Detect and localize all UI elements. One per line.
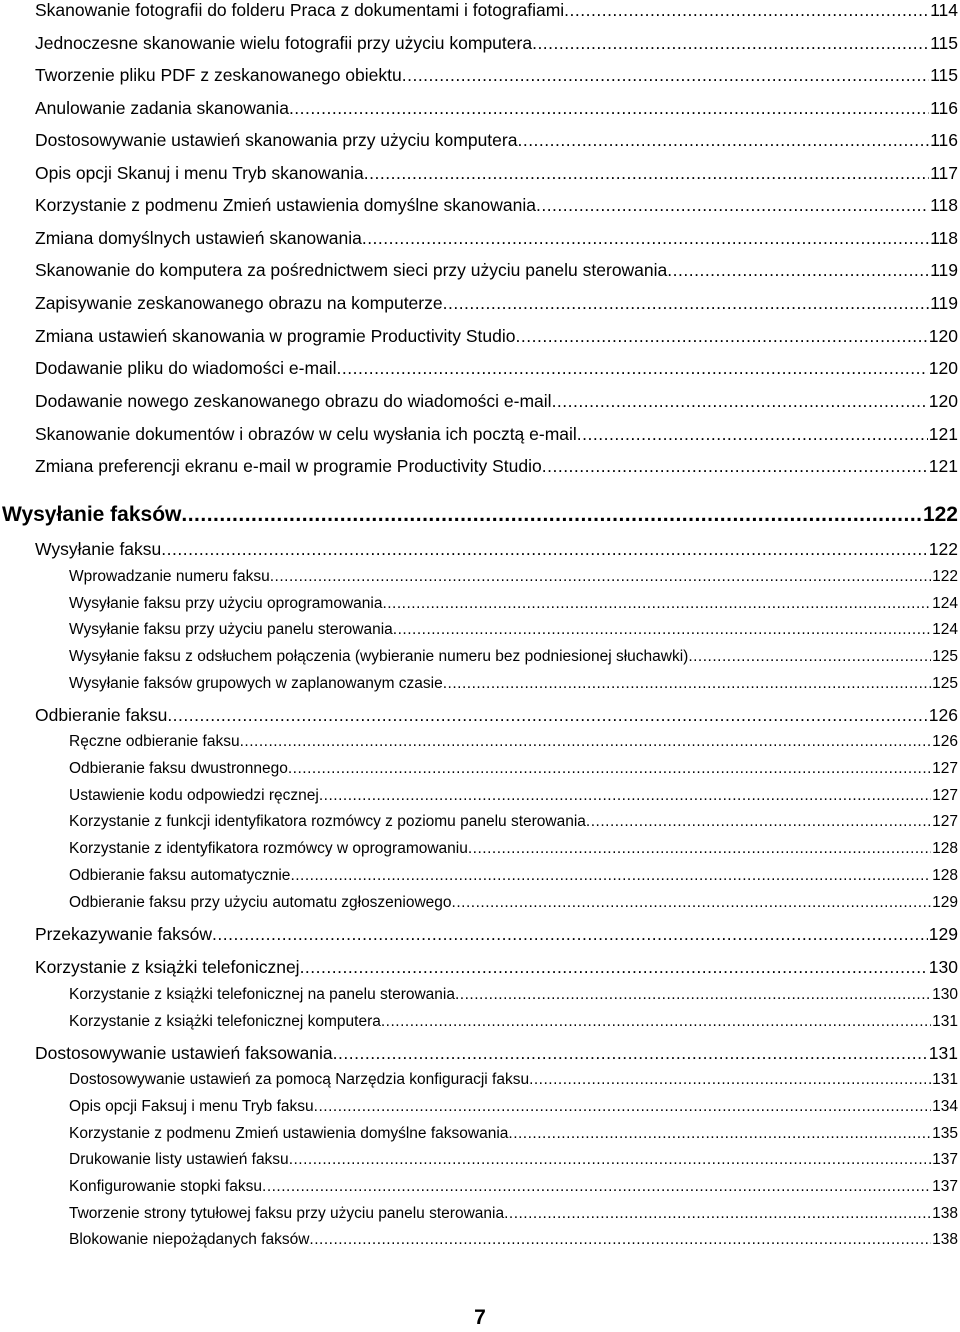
toc-leader-dots xyxy=(586,811,931,833)
toc-chapter-heading[interactable] xyxy=(2,500,958,530)
toc-entry-page: 126 xyxy=(928,705,958,725)
toc-leader-dots xyxy=(364,161,929,185)
toc-subentry[interactable] xyxy=(69,646,958,668)
toc-subentry-title: Wysyłanie faksów grupowych w zaplanowanym czasie xyxy=(69,675,443,692)
toc-leader-dots xyxy=(577,422,928,446)
toc-leader-dots xyxy=(504,1203,931,1225)
toc-subentry[interactable] xyxy=(69,1176,958,1198)
toc-entry-title: Skanowanie fotografii do folderu Praca z dokumentami i fotografiami xyxy=(35,0,565,20)
toc-leader-dots xyxy=(402,63,929,87)
toc-leader-dots xyxy=(289,1149,931,1171)
toc-leader-dots xyxy=(300,955,928,979)
toc-subentry-title: Ręczne odbieranie faksu xyxy=(69,733,240,750)
toc-entry-title: Zapisywanie zeskanowanego obrazu na komputerze xyxy=(35,293,443,313)
toc-leader-dots xyxy=(161,537,928,561)
toc-entry-page: 119 xyxy=(930,293,958,313)
toc-subentry[interactable] xyxy=(69,1149,958,1171)
toc-leader-dots xyxy=(529,1069,931,1091)
toc-entry-page: 117 xyxy=(930,163,958,183)
toc-entry[interactable] xyxy=(35,324,958,348)
toc-entry-page: 121 xyxy=(928,424,958,444)
toc-entry-title: Zmiana preferencji ekranu e-mail w programie Productivity Studio xyxy=(35,456,542,476)
toc-subentry-title: Wysyłanie faksu z odsłuchem połączenia (wybieranie numeru bez podniesionej słuchawki) xyxy=(69,648,689,665)
toc-subentry-page: 137 xyxy=(932,1178,958,1195)
toc-leader-dots xyxy=(508,1123,931,1145)
toc-subentry-title: Wprowadzanie numeru faksu xyxy=(69,568,270,585)
toc-entry[interactable] xyxy=(35,1041,958,1065)
toc-entry[interactable] xyxy=(35,955,958,979)
toc-subentry-page: 127 xyxy=(932,787,958,804)
toc-entry-title: Anulowanie zadania skanowania xyxy=(35,98,289,118)
toc-leader-dots xyxy=(181,500,922,530)
toc-subentry-title: Korzystanie z funkcji identyfikatora rozmówcy z poziomu panelu sterowania xyxy=(69,813,586,830)
toc-entry-title: Wysyłanie faksu xyxy=(35,539,162,559)
toc-subentry[interactable] xyxy=(69,1123,958,1145)
toc-entry-page: 129 xyxy=(928,924,958,944)
toc-leader-dots xyxy=(468,838,931,860)
toc-subentry-title: Wysyłanie faksu przy użyciu oprogramowania xyxy=(69,595,383,612)
toc-subentry-title: Wysyłanie faksu przy użyciu panelu sterowania xyxy=(69,621,393,638)
toc-entry-page: 118 xyxy=(930,195,958,215)
toc-leader-dots xyxy=(667,258,929,282)
toc-subentry-title: Konfigurowanie stopki faksu xyxy=(69,1178,263,1195)
toc-subentry-page: 125 xyxy=(932,675,958,692)
toc-entry-page: 115 xyxy=(930,33,958,53)
toc-subentry[interactable] xyxy=(69,811,958,833)
toc-leader-dots xyxy=(319,785,931,807)
toc-entry[interactable] xyxy=(35,128,958,152)
toc-entry-page: 130 xyxy=(928,957,958,977)
toc-entry[interactable] xyxy=(35,922,958,946)
toc-subentry[interactable] xyxy=(69,593,958,615)
toc-subentry[interactable] xyxy=(69,619,958,641)
toc-leader-dots xyxy=(688,646,931,668)
toc-subentry-title: Korzystanie z identyfikatora rozmówcy w oprogramowaniu xyxy=(69,840,468,857)
toc-entry[interactable] xyxy=(35,226,958,250)
toc-subentry-page: 131 xyxy=(932,1071,958,1088)
toc-subentry-page: 135 xyxy=(932,1125,958,1142)
toc-leader-dots xyxy=(564,0,929,22)
toc-subentry[interactable] xyxy=(69,1203,958,1225)
toc-subentry-title: Korzystanie z podmenu Zmień ustawienia domyślne faksowania xyxy=(69,1125,509,1142)
toc-entry-title: Zmiana ustawień skanowania w programie Productivity Studio xyxy=(35,326,516,346)
toc-leader-dots xyxy=(532,31,929,55)
toc-entry-title: Dodawanie nowego zeskanowanego obrazu do wiadomości e-mail xyxy=(35,391,552,411)
toc-entry[interactable] xyxy=(35,161,958,185)
toc-leader-dots xyxy=(288,758,931,780)
toc-leader-dots xyxy=(362,226,929,250)
toc-leader-dots xyxy=(517,128,929,152)
toc-subentry-title: Dostosowywanie ustawień za pomocą Narzędzia konfiguracji faksu xyxy=(69,1071,530,1088)
toc-entry-page: 116 xyxy=(930,130,958,150)
toc-subentry[interactable] xyxy=(69,1069,958,1091)
toc-subentry-title: Blokowanie niepożądanych faksów xyxy=(69,1231,310,1248)
toc-entry-title: Korzystanie z książki telefonicznej xyxy=(35,957,300,977)
toc-entry-page: 115 xyxy=(930,65,958,85)
toc-entry[interactable] xyxy=(35,0,958,22)
toc-subentry-page: 130 xyxy=(932,986,958,1003)
toc-leader-dots xyxy=(270,566,931,588)
toc-subentry[interactable] xyxy=(69,785,958,807)
toc-entry[interactable] xyxy=(35,422,958,446)
toc-subentry-page: 127 xyxy=(932,760,958,777)
toc-subentry-page: 122 xyxy=(932,568,958,585)
toc-entry[interactable] xyxy=(35,703,958,727)
toc-subentry-page: 125 xyxy=(932,648,958,665)
toc-leader-dots xyxy=(382,593,931,615)
toc-subentry-page: 128 xyxy=(932,840,958,857)
toc-entry[interactable] xyxy=(35,454,958,478)
toc-entry-page: 118 xyxy=(930,228,958,248)
toc-entry[interactable] xyxy=(35,63,958,87)
toc-subentry-page: 131 xyxy=(932,1013,958,1030)
toc-subentry[interactable] xyxy=(69,1011,958,1033)
toc-chapter-title: Wysyłanie faksów xyxy=(2,503,182,526)
toc-subentry-page: 134 xyxy=(932,1098,958,1115)
toc-entry-title: Dodawanie pliku do wiadomości e-mail xyxy=(35,358,337,378)
toc-entry[interactable] xyxy=(35,291,958,315)
toc-subentry-page: 124 xyxy=(932,595,958,612)
toc-entry[interactable] xyxy=(35,31,958,55)
toc-subentry-title: Odbieranie faksu przy użyciu automatu zgłoszeniowego xyxy=(69,894,452,911)
toc-subentry-page: 126 xyxy=(932,733,958,750)
toc-leader-dots xyxy=(212,922,928,946)
toc-entry[interactable] xyxy=(35,258,958,282)
toc-leader-dots xyxy=(552,389,928,413)
toc-leader-dots xyxy=(381,1011,931,1033)
toc-subentry-title: Odbieranie faksu dwustronnego xyxy=(69,760,288,777)
toc-leader-dots xyxy=(536,193,929,217)
toc-subentry[interactable] xyxy=(69,566,958,588)
toc-subentry-page: 128 xyxy=(932,867,958,884)
toc-subentry-title: Ustawienie kodu odpowiedzi ręcznej xyxy=(69,787,319,804)
toc-leader-dots xyxy=(455,984,931,1006)
toc-chapter-page: 122 xyxy=(922,503,958,526)
toc-subentry-title: Tworzenie strony tytułowej faksu przy użyciu panelu sterowania xyxy=(69,1205,505,1222)
toc-leader-dots xyxy=(314,1096,931,1118)
toc-entry-title: Korzystanie z podmenu Zmień ustawienia domyślne skanowania xyxy=(35,195,536,215)
toc-subentry-page: 138 xyxy=(932,1231,958,1248)
toc-entry-title: Zmiana domyślnych ustawień skanowania xyxy=(35,228,362,248)
toc-entry-title: Dostosowywanie ustawień skanowania przy użyciu komputera xyxy=(35,130,518,150)
toc-leader-dots xyxy=(289,96,929,120)
toc-entry[interactable] xyxy=(35,193,958,217)
toc-subentry[interactable] xyxy=(69,1229,958,1251)
toc-leader-dots xyxy=(290,865,931,887)
toc-entry-page: 131 xyxy=(928,1043,958,1063)
toc-subentry-page: 138 xyxy=(932,1205,958,1222)
toc-leader-dots xyxy=(240,731,932,753)
toc-entry-page: 114 xyxy=(930,0,958,20)
page-number: 7 xyxy=(474,1306,486,1329)
toc-entry[interactable] xyxy=(35,96,958,120)
toc-subentry[interactable] xyxy=(69,673,958,695)
toc-entry-page: 122 xyxy=(928,539,958,559)
toc-entry[interactable] xyxy=(35,389,958,413)
toc-entry-page: 120 xyxy=(928,358,958,378)
toc-entry-title: Tworzenie pliku PDF z zeskanowanego obiektu xyxy=(35,65,402,85)
toc-leader-dots xyxy=(452,892,932,914)
toc-entry-title: Odbieranie faksu xyxy=(35,705,168,725)
toc-subentry[interactable] xyxy=(69,984,958,1006)
toc-entry-page: 116 xyxy=(930,98,958,118)
toc-subentry-page: 127 xyxy=(932,813,958,830)
toc-leader-dots xyxy=(516,324,928,348)
toc-leader-dots xyxy=(443,291,929,315)
toc-subentry[interactable] xyxy=(69,892,958,914)
toc-entry-page: 120 xyxy=(928,391,958,411)
toc-leader-dots xyxy=(337,356,928,380)
toc-leader-dots xyxy=(542,454,928,478)
toc-subentry-title: Korzystanie z książki telefonicznej komputera xyxy=(69,1013,381,1030)
toc-subentry-title: Drukowanie listy ustawień faksu xyxy=(69,1151,289,1168)
toc-subentry[interactable] xyxy=(69,731,958,753)
toc-leader-dots xyxy=(393,619,931,641)
toc-entry-title: Dostosowywanie ustawień faksowania xyxy=(35,1043,333,1063)
toc-subentry[interactable] xyxy=(69,838,958,860)
toc-subentry-title: Korzystanie z książki telefonicznej na panelu sterowania xyxy=(69,986,455,1003)
toc-entry-title: Opis opcji Skanuj i menu Tryb skanowania xyxy=(35,163,364,183)
toc-leader-dots xyxy=(167,703,927,727)
toc-entry-title: Skanowanie dokumentów i obrazów w celu wysłania ich pocztą e-mail xyxy=(35,424,577,444)
toc-subentry[interactable] xyxy=(69,865,958,887)
toc-subentry[interactable] xyxy=(69,758,958,780)
toc-entry[interactable] xyxy=(35,537,958,561)
toc-entry-title: Jednoczesne skanowanie wielu fotografii przy użyciu komputera xyxy=(35,33,533,53)
toc-leader-dots xyxy=(309,1229,931,1251)
toc-entry-page: 121 xyxy=(928,456,958,476)
toc-entry-page: 120 xyxy=(928,326,958,346)
toc-leader-dots xyxy=(443,673,931,695)
toc-subentry-page: 137 xyxy=(932,1151,958,1168)
toc-subentry-title: Opis opcji Faksuj i menu Tryb faksu xyxy=(69,1098,314,1115)
toc-subentry-page: 129 xyxy=(932,894,958,911)
toc-entry-page: 119 xyxy=(930,260,958,280)
toc-leader-dots xyxy=(262,1176,931,1198)
toc-subentry[interactable] xyxy=(69,1096,958,1118)
toc-entry-title: Skanowanie do komputera za pośrednictwem sieci przy użyciu panelu sterowania xyxy=(35,260,668,280)
toc-subentry-title: Odbieranie faksu automatycznie xyxy=(69,867,291,884)
toc-leader-dots xyxy=(333,1041,928,1065)
toc-entry-title: Przekazywanie faksów xyxy=(35,924,213,944)
toc-subentry-page: 124 xyxy=(932,621,958,638)
toc-entry[interactable] xyxy=(35,356,958,380)
